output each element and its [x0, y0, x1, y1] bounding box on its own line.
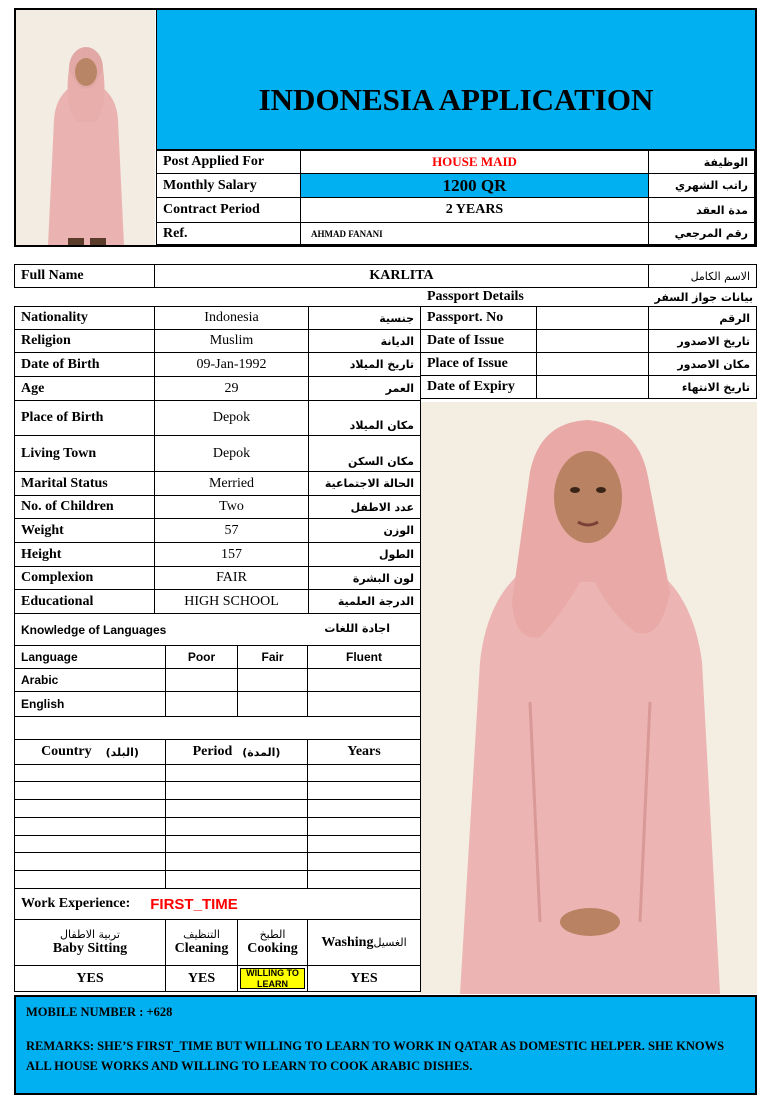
exp-cell [14, 870, 166, 889]
ref-label: Ref. [156, 222, 301, 245]
monthly-salary-ar: راتب الشهري [648, 173, 755, 198]
exp-cell [307, 817, 421, 836]
place-of-issue-value [536, 352, 649, 376]
contract-period-value: 2 YEARS [300, 197, 649, 223]
living-town-label: Living Town [14, 435, 155, 472]
date-of-expiry-label: Date of Expiry [420, 375, 537, 399]
place-of-issue-ar: مكان الاصدور [648, 352, 757, 376]
passport-heading-ar: بيانات جواز السفر [654, 291, 753, 304]
work-experience-value: FIRST_TIME [150, 895, 238, 913]
exp-cell [14, 799, 166, 818]
skill-washing-ar: الغسيل [373, 936, 407, 949]
complexion-label: Complexion [14, 566, 155, 590]
skill-cooking [237, 919, 308, 966]
living-town-ar: مكان السكن [308, 435, 421, 472]
exp-cell [165, 835, 308, 853]
post-applied-ar: الوظيفة [648, 150, 755, 174]
ref-ar: رقم المرجعي [648, 222, 755, 245]
lang-header-language: Language [14, 645, 166, 669]
skill-cleaning [165, 919, 238, 966]
title-banner [156, 10, 755, 150]
exp-cell [307, 799, 421, 818]
exp-cell [165, 870, 308, 889]
place-of-issue-label: Place of Issue [420, 352, 537, 376]
lang-header-fair: Fair [237, 645, 308, 669]
post-applied-label: Post Applied For [156, 150, 301, 174]
skill-washing [307, 919, 421, 966]
exp-period-ar: (المدة) [242, 745, 281, 759]
exp-cell [307, 870, 421, 889]
skill-cleaning-label: Cleaning [174, 941, 229, 956]
date-of-birth-ar: تاريخ الميلاد [308, 352, 421, 377]
ref-value: AHMAD FANANI [300, 222, 649, 245]
exp-cell [307, 781, 421, 800]
exp-cell [165, 817, 308, 836]
cooking-value-cell [237, 965, 308, 992]
lang-header-poor: Poor [165, 645, 238, 669]
place-of-birth-label: Place of Birth [14, 400, 155, 436]
languages-title: Knowledge of Languages [14, 613, 421, 646]
remarks-box [14, 995, 757, 1095]
exp-cell [14, 852, 166, 871]
passport-heading: Passport Details [427, 289, 524, 304]
exp-cell [165, 764, 308, 782]
date-of-issue-ar: تاريخ الاصدور [648, 329, 757, 353]
nationality-label: Nationality [14, 306, 155, 330]
full-name-value: KARLITA [154, 264, 649, 288]
children-ar: عدد الاطفل [308, 495, 421, 519]
applicant-photo-small [16, 10, 155, 245]
cooking-value: WILLING TO LEARN [240, 968, 305, 989]
lang-english-poor [165, 691, 238, 717]
height-label: Height [14, 542, 155, 567]
date-of-birth-label: Date of Birth [14, 352, 155, 377]
exp-country-label: Country [41, 744, 92, 759]
exp-header-country [14, 739, 166, 765]
passport-no-value [536, 306, 649, 330]
date-of-issue-label: Date of Issue [420, 329, 537, 353]
passport-no-ar: الرقم [648, 306, 757, 330]
monthly-salary-label: Monthly Salary [156, 173, 301, 198]
nationality-ar: جنسية [308, 306, 421, 330]
exp-cell [307, 764, 421, 782]
place-of-birth-value: Depok [154, 400, 309, 436]
weight-value: 57 [154, 518, 309, 543]
place-of-birth-ar: مكان الميلاد [308, 400, 421, 436]
height-value: 157 [154, 542, 309, 567]
exp-period-label: Period [192, 744, 233, 759]
washing-value: YES [307, 965, 421, 992]
skill-baby-sitting-ar: تربية الاطفال [60, 928, 120, 941]
exp-cell [14, 835, 166, 853]
contract-period-ar: مدة العقد [648, 197, 755, 223]
date-of-expiry-value [536, 375, 649, 399]
age-value: 29 [154, 376, 309, 401]
skill-washing-label: Washing [321, 934, 374, 950]
exp-cell [14, 781, 166, 800]
spacer-row [14, 716, 421, 740]
full-name-label: Full Name [14, 264, 155, 288]
full-name-ar: الاسم الكامل [648, 264, 757, 288]
religion-value: Muslim [154, 329, 309, 353]
lang-english-fair [237, 691, 308, 717]
children-value: Two [154, 495, 309, 519]
baby-sitting-value: YES [14, 965, 166, 992]
exp-header-years: Years [307, 739, 421, 765]
contract-period-label: Contract Period [156, 197, 301, 223]
educational-label: Educational [14, 589, 155, 614]
age-label: Age [14, 376, 155, 401]
living-town-value: Depok [154, 435, 309, 472]
educational-value: HIGH SCHOOL [154, 589, 309, 614]
cleaning-value: YES [165, 965, 238, 992]
passport-no-label: Passport. No [420, 306, 537, 330]
exp-cell [14, 817, 166, 836]
page-title: INDONESIA APPLICATION [258, 82, 654, 117]
lang-arabic-poor [165, 668, 238, 692]
nationality-value: Indonesia [154, 306, 309, 330]
work-experience-row [14, 888, 421, 920]
exp-cell [165, 799, 308, 818]
exp-cell [165, 852, 308, 871]
weight-label: Weight [14, 518, 155, 543]
lang-header-fluent: Fluent [307, 645, 421, 669]
complexion-value: FAIR [154, 566, 309, 590]
religion-ar: الديانة [308, 329, 421, 353]
lang-english-fluent [307, 691, 421, 717]
exp-cell [165, 781, 308, 800]
skill-cleaning-ar: التنظيف [183, 928, 220, 941]
marital-status-ar: الحالة الاجتماعية [308, 471, 421, 496]
marital-status-value: Merried [154, 471, 309, 496]
post-applied-value: HOUSE MAID [300, 150, 649, 174]
complexion-ar: لون البشرة [308, 566, 421, 590]
lang-row-english: English [14, 691, 166, 717]
educational-ar: الدرجة العلمية [308, 589, 421, 614]
monthly-salary-value: 1200 QR [300, 173, 649, 198]
remarks-text: REMARKS: SHE’S FIRST_TIME BUT WILLING TO LEARN TO WORK IN QATAR AS DOMESTIC HELPER. SHE KNOWS ALL HOUSE WORKS AND WILLING TO LEARN TO COOK ARABIC DISHES. [26, 1039, 725, 1073]
exp-country-ar: (البلد) [105, 745, 139, 759]
exp-cell [307, 835, 421, 853]
lang-arabic-fluent [307, 668, 421, 692]
date-of-birth-value: 09-Jan-1992 [154, 352, 309, 377]
work-experience-label: Work Experience: [21, 896, 131, 911]
religion-label: Religion [14, 329, 155, 353]
exp-cell [14, 764, 166, 782]
age-ar: العمر [308, 376, 421, 401]
skill-baby-sitting [14, 919, 166, 966]
mobile-number: MOBILE NUMBER : +628 [26, 1005, 173, 1019]
date-of-expiry-ar: تاريخ الانتهاء [648, 375, 757, 399]
date-of-issue-value [536, 329, 649, 353]
lang-arabic-fair [237, 668, 308, 692]
exp-cell [307, 852, 421, 871]
applicant-photo-large [420, 402, 757, 994]
skill-cooking-ar: الطبخ [259, 928, 286, 941]
skill-cooking-label: Cooking [247, 941, 298, 956]
children-label: No. of Children [14, 495, 155, 519]
languages-title-ar: اجادة اللغات [324, 622, 390, 635]
exp-header-period [165, 739, 308, 765]
lang-row-arabic: Arabic [14, 668, 166, 692]
weight-ar: الوزن [308, 518, 421, 543]
skill-baby-sitting-label: Baby Sitting [52, 941, 128, 956]
height-ar: الطول [308, 542, 421, 567]
marital-status-label: Marital Status [14, 471, 155, 496]
